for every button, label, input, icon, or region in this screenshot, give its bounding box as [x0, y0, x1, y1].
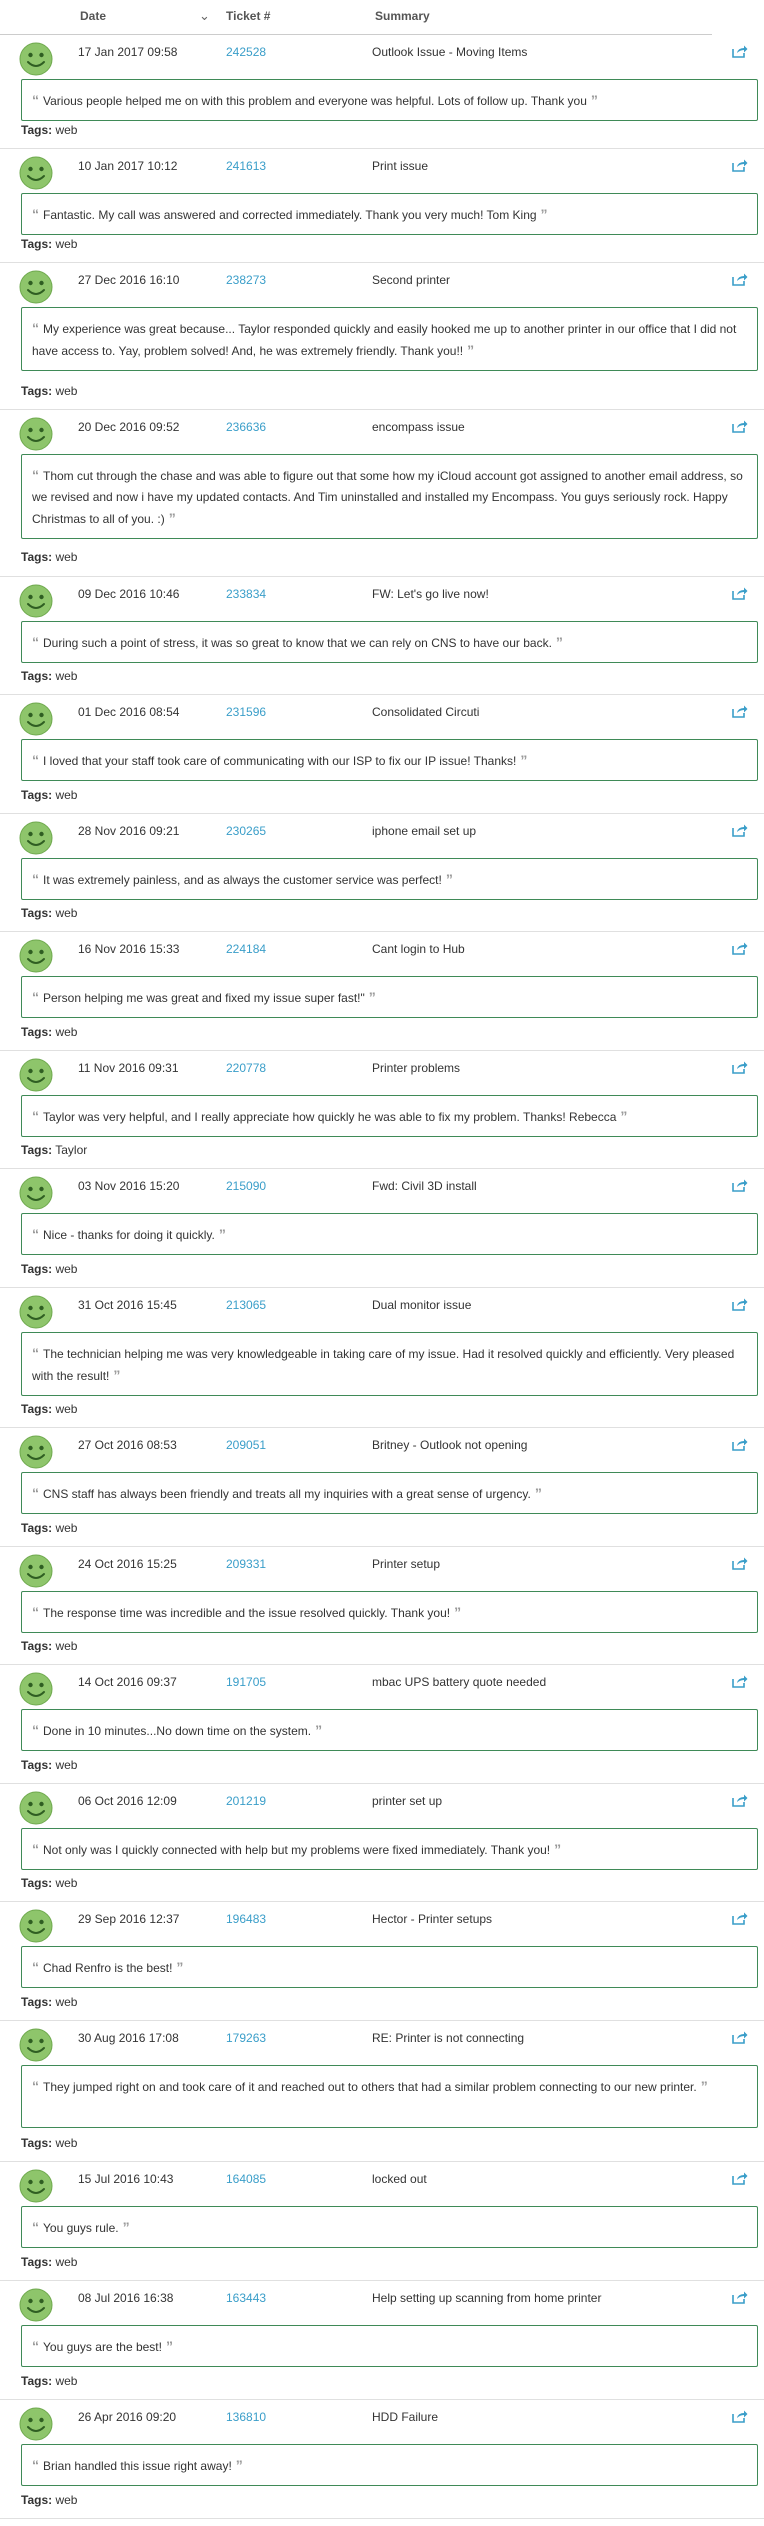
- feedback-comment: [21, 2206, 758, 2248]
- share-icon[interactable]: [732, 2290, 748, 2304]
- comment-text: CNS staff has always been friendly and treats all my inquiries with a great sense of urgency.: [43, 1487, 531, 1501]
- comment-text: Thom cut through the chase and was able to figure out that some how my iCloud account got assigned to another email address, so we revised and now i have my updated contacts. And Tim uninstalled and installed my Encompass. You guys seriously rock. Happy Christmas to all of you. :): [32, 469, 743, 526]
- share-icon[interactable]: [732, 1060, 748, 1074]
- open-quote-icon: “: [32, 989, 39, 1005]
- share-icon[interactable]: [732, 586, 748, 600]
- open-quote-icon: “: [32, 1604, 39, 1620]
- share-icon[interactable]: [732, 1793, 748, 1807]
- share-icon[interactable]: [732, 1297, 748, 1311]
- entry-summary: Print issue: [372, 159, 429, 173]
- feedback-comment: [21, 1213, 758, 1255]
- share-icon[interactable]: [732, 823, 748, 837]
- ticket-link[interactable]: 241613: [226, 159, 267, 173]
- tags-value: web: [55, 2374, 78, 2388]
- entry-summary: RE: Printer is not connecting: [372, 2031, 525, 2045]
- comment-text: Taylor was very helpful, and I really appreciate how quickly he was able to fix my problem. Thanks! Rebecca: [43, 1110, 617, 1124]
- tags-value: web: [55, 384, 78, 398]
- entry-summary: Consolidated Circuti: [372, 705, 480, 719]
- feedback-comment: [21, 621, 758, 663]
- entry-date: 29 Sep 2016 12:37: [78, 1912, 180, 1926]
- entry-date: 10 Jan 2017 10:12: [78, 159, 178, 173]
- ticket-link[interactable]: 233834: [226, 587, 267, 601]
- happy-face-icon: [19, 2169, 53, 2203]
- feedback-entry: [0, 2162, 764, 2281]
- comment-text: It was extremely painless, and as always the customer service was perfect!: [43, 873, 442, 887]
- entry-date: 31 Oct 2016 15:45: [78, 1298, 177, 1312]
- ticket-link[interactable]: 230265: [226, 824, 267, 838]
- ticket-link[interactable]: 191705: [226, 1675, 267, 1689]
- tags-value: web: [55, 1402, 78, 1416]
- entry-date: 16 Nov 2016 15:33: [78, 942, 180, 956]
- column-header-ticket[interactable]: Ticket #: [226, 9, 271, 23]
- tags-label: Tags:: [21, 1402, 53, 1416]
- feedback-entry: [0, 1902, 764, 2021]
- open-quote-icon: “: [32, 92, 39, 108]
- column-header-date[interactable]: Date: [80, 9, 107, 23]
- open-quote-icon: “: [32, 1108, 39, 1124]
- feedback-comment: [21, 1828, 758, 1870]
- feedback-entry: [0, 1428, 764, 1547]
- tags-label: Tags:: [21, 2374, 53, 2388]
- comment-text: My experience was great because... Taylor responded quickly and easily hooked me up to another printer in our office that I did not have access to. Yay, problem solved! And, he was extremely friendly. Thank you!!: [32, 322, 737, 358]
- ticket-link[interactable]: 201219: [226, 1794, 267, 1808]
- ticket-link[interactable]: 242528: [226, 45, 267, 59]
- entry-summary: Help setting up scanning from home printer: [372, 2291, 602, 2305]
- open-quote-icon: “: [32, 1722, 39, 1738]
- open-quote-icon: “: [32, 320, 39, 336]
- close-quote-icon: ”: [168, 510, 176, 526]
- close-quote-icon: ”: [122, 2219, 130, 2235]
- feedback-entry: [0, 1665, 764, 1784]
- feedback-entry: [0, 1547, 764, 1665]
- comment-text: Person helping me was great and fixed my issue super fast!": [43, 991, 365, 1005]
- share-icon[interactable]: [732, 1911, 748, 1925]
- entry-summary: FW: Let's go live now!: [372, 587, 489, 601]
- happy-face-icon: [19, 1295, 53, 1329]
- happy-face-icon: [19, 270, 53, 304]
- feedback-comment: [21, 1472, 758, 1514]
- tags-value: web: [55, 1995, 78, 2009]
- entry-summary: Printer setup: [372, 1557, 441, 1571]
- tags-value: web: [55, 1262, 78, 1276]
- column-header-summary[interactable]: Summary: [375, 9, 430, 23]
- tags-value: web: [55, 2136, 78, 2150]
- ticket-link[interactable]: 163443: [226, 2291, 267, 2305]
- close-quote-icon: ”: [445, 871, 453, 887]
- close-quote-icon: ”: [700, 2078, 708, 2094]
- entry-summary: HDD Failure: [372, 2410, 439, 2424]
- happy-face-icon: [19, 1435, 53, 1469]
- tags-value: web: [55, 1876, 78, 1890]
- close-quote-icon: ”: [620, 1108, 628, 1124]
- tags-label: Tags:: [21, 550, 53, 564]
- comment-text: During such a point of stress, it was so great to know that we can rely on CNS to have our back.: [43, 636, 552, 650]
- open-quote-icon: “: [32, 1959, 39, 1975]
- entry-date: 20 Dec 2016 09:52: [78, 420, 180, 434]
- share-icon[interactable]: [732, 1674, 748, 1688]
- tags-label: Tags:: [21, 237, 53, 251]
- ticket-link[interactable]: 209331: [226, 1557, 267, 1571]
- feedback-entry: [0, 2400, 764, 2519]
- open-quote-icon: “: [32, 2457, 39, 2473]
- entry-date: 17 Jan 2017 09:58: [78, 45, 178, 59]
- entry-summary: Dual monitor issue: [372, 1298, 472, 1312]
- feedback-entry: [0, 1288, 764, 1428]
- entry-tags: [21, 788, 77, 802]
- entry-tags: [21, 1143, 87, 1157]
- entry-date: 14 Oct 2016 09:37: [78, 1675, 177, 1689]
- happy-face-icon: [19, 1909, 53, 1943]
- entry-tags: [21, 2136, 77, 2150]
- share-icon[interactable]: [732, 272, 748, 286]
- comment-text: Various people helped me on with this problem and everyone was helpful. Lots of follow up. Thank you: [43, 94, 587, 108]
- close-quote-icon: ”: [165, 2338, 173, 2354]
- ticket-link[interactable]: 213065: [226, 1298, 267, 1312]
- feedback-list: [0, 35, 764, 2519]
- entry-date: 09 Dec 2016 10:46: [78, 587, 180, 601]
- feedback-comment: [21, 454, 758, 539]
- feedback-comment: [21, 307, 758, 371]
- ticket-link[interactable]: 164085: [226, 2172, 267, 2186]
- ticket-link[interactable]: 179263: [226, 2031, 267, 2045]
- share-icon[interactable]: [732, 1437, 748, 1451]
- feedback-comment: [21, 2325, 758, 2367]
- ticket-link[interactable]: 231596: [226, 705, 267, 719]
- feedback-entry: [0, 695, 764, 814]
- entry-tags: [21, 550, 77, 564]
- tags-label: Tags:: [21, 2255, 53, 2269]
- comment-text: Chad Renfro is the best!: [43, 1961, 173, 1975]
- feedback-comment: [21, 1095, 758, 1137]
- tags-label: Tags:: [21, 1521, 53, 1535]
- comment-text: Brian handled this issue right away!: [43, 2459, 232, 2473]
- entry-date: 26 Apr 2016 09:20: [78, 2410, 177, 2424]
- close-quote-icon: ”: [554, 1841, 562, 1857]
- entry-date: 06 Oct 2016 12:09: [78, 1794, 177, 1808]
- entry-summary: Hector - Printer setups: [372, 1912, 493, 1926]
- entry-date: 03 Nov 2016 15:20: [78, 1179, 180, 1193]
- entry-date: 27 Dec 2016 16:10: [78, 273, 180, 287]
- close-quote-icon: ”: [315, 1722, 323, 1738]
- close-quote-icon: ”: [454, 1604, 462, 1620]
- entry-tags: [21, 237, 77, 251]
- share-icon[interactable]: [732, 1556, 748, 1570]
- entry-summary: Britney - Outlook not opening: [372, 1438, 528, 1452]
- share-icon[interactable]: [732, 2171, 748, 2185]
- feedback-entry: [0, 1051, 764, 1169]
- feedback-comment: [21, 1709, 758, 1751]
- tags-label: Tags:: [21, 1758, 53, 1772]
- feedback-comment: [21, 2065, 758, 2128]
- ticket-link[interactable]: 136810: [226, 2410, 267, 2424]
- close-quote-icon: ”: [590, 92, 598, 108]
- happy-face-icon: [19, 156, 53, 190]
- open-quote-icon: “: [32, 2338, 39, 2354]
- tags-value: web: [55, 1639, 78, 1653]
- feedback-comment: [21, 1332, 758, 1396]
- open-quote-icon: “: [32, 752, 39, 768]
- share-icon[interactable]: [732, 1178, 748, 1192]
- share-icon[interactable]: [732, 158, 748, 172]
- tags-value: web: [55, 1025, 78, 1039]
- entry-tags: [21, 1876, 77, 1890]
- close-quote-icon: ”: [176, 1959, 184, 1975]
- share-icon[interactable]: [732, 2030, 748, 2044]
- comment-text: The response time was incredible and the issue resolved quickly. Thank you!: [43, 1606, 451, 1620]
- feedback-entry: [0, 1169, 764, 1288]
- feedback-entry: [0, 1784, 764, 1902]
- ticket-link[interactable]: 209051: [226, 1438, 267, 1452]
- entry-date: 15 Jul 2016 10:43: [78, 2172, 174, 2186]
- close-quote-icon: ”: [540, 206, 548, 222]
- close-quote-icon: ”: [235, 2457, 243, 2473]
- open-quote-icon: “: [32, 206, 39, 222]
- comment-text: You guys rule.: [43, 2221, 119, 2235]
- ticket-link[interactable]: 220778: [226, 1061, 267, 1075]
- ticket-link[interactable]: 224184: [226, 942, 267, 956]
- entry-tags: [21, 1758, 77, 1772]
- feedback-comment: [21, 193, 758, 235]
- tags-label: Tags:: [21, 1639, 53, 1653]
- feedback-entry: [0, 577, 764, 695]
- entry-summary: encompass issue: [372, 420, 465, 434]
- ticket-link[interactable]: 238273: [226, 273, 267, 287]
- happy-face-icon: [19, 1554, 53, 1588]
- feedback-entry: [0, 263, 764, 410]
- feedback-entry: [0, 410, 764, 577]
- entry-tags: [21, 1639, 77, 1653]
- tags-label: Tags:: [21, 1262, 53, 1276]
- comment-text: Fantastic. My call was answered and corrected immediately. Thank you very much! Tom King: [43, 208, 537, 222]
- tags-label: Tags:: [21, 2136, 53, 2150]
- feedback-comment: [21, 1946, 758, 1988]
- tags-value: web: [55, 237, 78, 251]
- entry-summary: locked out: [372, 2172, 427, 2186]
- open-quote-icon: “: [32, 2219, 39, 2235]
- tags-value: web: [55, 906, 78, 920]
- entry-tags: [21, 1995, 77, 2009]
- feedback-entry: [0, 35, 764, 149]
- entry-date: 24 Oct 2016 15:25: [78, 1557, 177, 1571]
- tags-value: web: [55, 788, 78, 802]
- close-quote-icon: ”: [368, 989, 376, 1005]
- entry-summary: Cant login to Hub: [372, 942, 465, 956]
- feedback-comment: [21, 79, 758, 121]
- entry-tags: [21, 1262, 77, 1276]
- close-quote-icon: ”: [555, 634, 563, 650]
- comment-text: They jumped right on and took care of it and reached out to others that had a similar problem connecting to our new printer.: [43, 2080, 697, 2094]
- tags-label: Tags:: [21, 1995, 53, 2009]
- happy-face-icon: [19, 1058, 53, 1092]
- open-quote-icon: “: [32, 2078, 39, 2094]
- chevron-down-icon[interactable]: ⌄: [199, 8, 210, 23]
- tags-value: web: [55, 550, 78, 564]
- close-quote-icon: ”: [534, 1485, 542, 1501]
- entry-summary: Second printer: [372, 273, 451, 287]
- entry-tags: [21, 1025, 77, 1039]
- comment-text: Not only was I quickly connected with help but my problems were fixed immediately. Thank you!: [43, 1843, 551, 1857]
- open-quote-icon: “: [32, 1226, 39, 1242]
- entry-tags: [21, 2255, 77, 2269]
- entry-tags: [21, 1402, 77, 1416]
- share-icon[interactable]: [732, 44, 748, 58]
- comment-text: I loved that your staff took care of communicating with our ISP to fix our IP issue! Thanks!: [43, 754, 517, 768]
- tags-label: Tags:: [21, 1876, 53, 1890]
- close-quote-icon: ”: [218, 1226, 226, 1242]
- open-quote-icon: “: [32, 1841, 39, 1857]
- tags-value: web: [55, 1758, 78, 1772]
- happy-face-icon: [19, 2028, 53, 2062]
- feedback-comment: [21, 858, 758, 900]
- entry-date: 27 Oct 2016 08:53: [78, 1438, 177, 1452]
- happy-face-icon: [19, 1176, 53, 1210]
- happy-face-icon: [19, 702, 53, 736]
- happy-face-icon: [19, 417, 53, 451]
- open-quote-icon: “: [32, 871, 39, 887]
- share-icon[interactable]: [732, 941, 748, 955]
- entry-summary: printer set up: [372, 1794, 443, 1808]
- entry-tags: [21, 669, 77, 683]
- tags-label: Tags:: [21, 669, 53, 683]
- entry-date: 01 Dec 2016 08:54: [78, 705, 180, 719]
- happy-face-icon: [19, 42, 53, 76]
- ticket-link[interactable]: 236636: [226, 420, 267, 434]
- feedback-entry: [0, 2281, 764, 2400]
- tags-label: Tags:: [21, 906, 53, 920]
- entry-date: 11 Nov 2016 09:31: [78, 1061, 179, 1075]
- entry-tags: [21, 123, 77, 137]
- close-quote-icon: ”: [467, 342, 475, 358]
- table-header: [0, 0, 712, 35]
- tags-label: Tags:: [21, 384, 53, 398]
- entry-tags: [21, 906, 77, 920]
- tags-value: web: [55, 1521, 78, 1535]
- close-quote-icon: ”: [520, 752, 528, 768]
- feedback-comment: [21, 2444, 758, 2486]
- entry-tags: [21, 384, 77, 398]
- entry-summary: Printer problems: [372, 1061, 461, 1075]
- comment-text: Done in 10 minutes...No down time on the system.: [43, 1724, 312, 1738]
- feedback-comment: [21, 976, 758, 1018]
- happy-face-icon: [19, 2407, 53, 2441]
- entry-date: 30 Aug 2016 17:08: [78, 2031, 179, 2045]
- open-quote-icon: “: [32, 1345, 39, 1361]
- feedback-entry: [0, 2021, 764, 2162]
- open-quote-icon: “: [32, 1485, 39, 1501]
- ticket-link[interactable]: 196483: [226, 1912, 267, 1926]
- happy-face-icon: [19, 821, 53, 855]
- happy-face-icon: [19, 939, 53, 973]
- feedback-comment: [21, 1591, 758, 1633]
- tags-label: Tags:: [21, 1025, 53, 1039]
- entry-summary: iphone email set up: [372, 824, 477, 838]
- entry-tags: [21, 2374, 77, 2388]
- tags-value: Taylor: [55, 1143, 88, 1157]
- comment-text: Nice - thanks for doing it quickly.: [43, 1228, 215, 1242]
- share-icon[interactable]: [732, 419, 748, 433]
- happy-face-icon: [19, 1791, 53, 1825]
- ticket-link[interactable]: 215090: [226, 1179, 267, 1193]
- feedback-comment: [21, 739, 758, 781]
- tags-value: web: [55, 2255, 78, 2269]
- feedback-entry: [0, 814, 764, 932]
- feedback-entry: [0, 149, 764, 263]
- happy-face-icon: [19, 1672, 53, 1706]
- feedback-entry: [0, 932, 764, 1051]
- tags-label: Tags:: [21, 1143, 53, 1157]
- tags-value: web: [55, 669, 78, 683]
- happy-face-icon: [19, 2288, 53, 2322]
- tags-value: web: [55, 2493, 78, 2507]
- open-quote-icon: “: [32, 634, 39, 650]
- entry-date: 08 Jul 2016 16:38: [78, 2291, 174, 2305]
- entry-tags: [21, 2493, 77, 2507]
- comment-text: You guys are the best!: [43, 2340, 162, 2354]
- comment-text: The technician helping me was very knowledgeable in taking care of my issue. Had it resolved quickly and efficiently. Very pleased with the result!: [32, 1347, 735, 1383]
- share-icon[interactable]: [732, 704, 748, 718]
- tags-value: web: [55, 123, 78, 137]
- entry-date: 28 Nov 2016 09:21: [78, 824, 180, 838]
- entry-tags: [21, 1521, 77, 1535]
- happy-face-icon: [19, 584, 53, 618]
- close-quote-icon: ”: [113, 1367, 121, 1383]
- share-icon[interactable]: [732, 2409, 748, 2423]
- tags-label: Tags:: [21, 2493, 53, 2507]
- tags-label: Tags:: [21, 123, 53, 137]
- entry-summary: Fwd: Civil 3D install: [372, 1179, 477, 1193]
- tags-label: Tags:: [21, 788, 53, 802]
- open-quote-icon: “: [32, 467, 39, 483]
- entry-summary: mbac UPS battery quote needed: [372, 1675, 547, 1689]
- entry-summary: Outlook Issue - Moving Items: [372, 45, 528, 59]
